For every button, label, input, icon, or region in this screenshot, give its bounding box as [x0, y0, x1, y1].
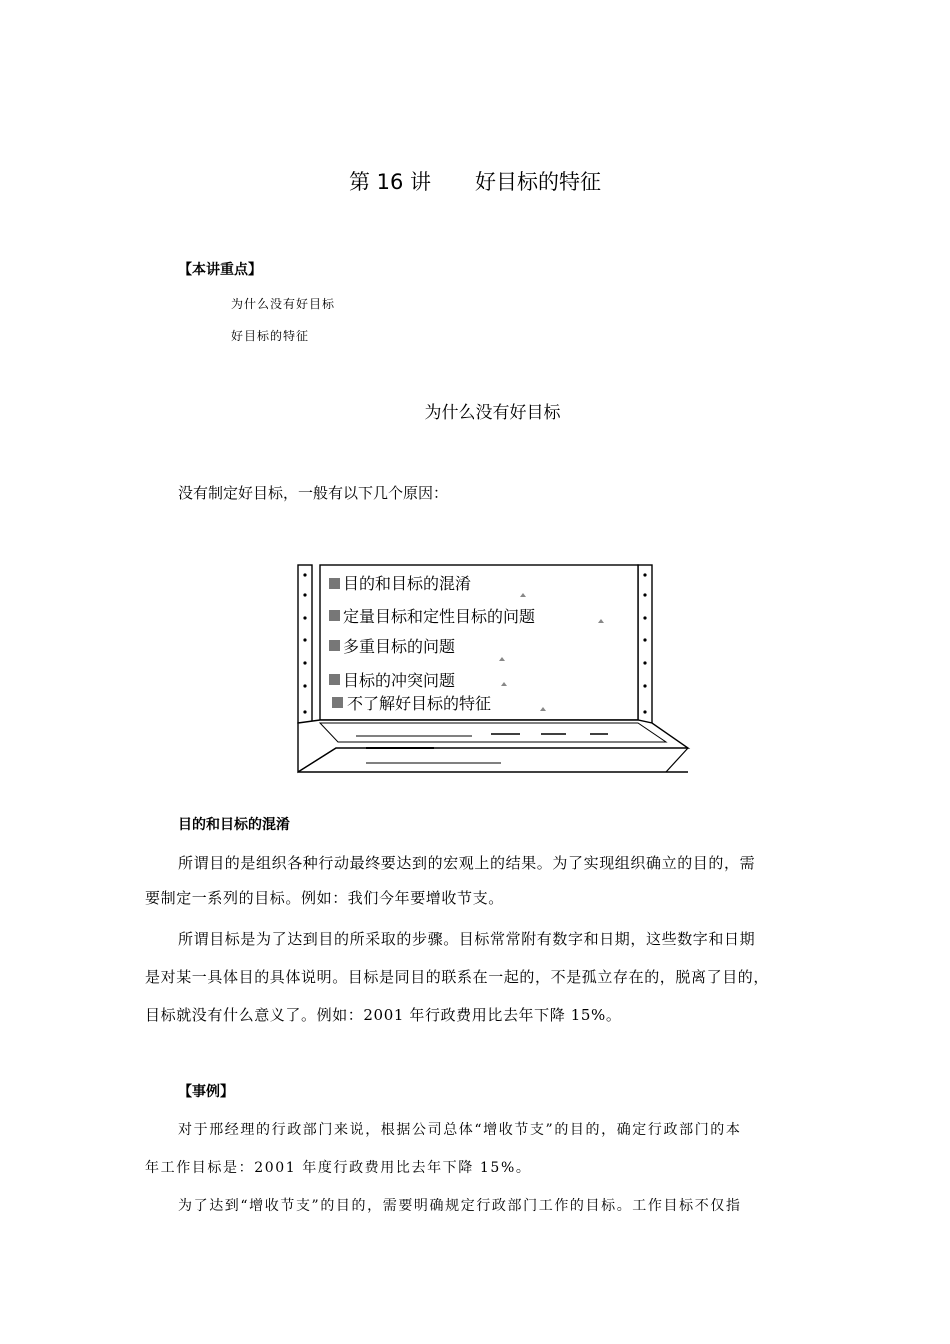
paragraph-line: 要制定一系列的目标。例如：我们今年要增收节支。	[145, 889, 504, 907]
reasons-figure	[296, 560, 696, 780]
bullet-square-icon	[329, 674, 340, 685]
lecture-number: 第 16 讲	[348, 170, 432, 194]
key-point-item: 好目标的特征	[231, 329, 310, 343]
key-points-heading: 【本讲重点】	[178, 262, 262, 278]
figure-item: 不了解好目标的特征	[347, 694, 492, 713]
lecture-title	[0, 166, 950, 196]
case-paragraph-line: 对于邢经理的行政部门来说，根据公司总体“增收节支”的目的，确定行政部门的本	[178, 1122, 742, 1138]
figure-item: 目的和目标的混淆	[343, 574, 472, 593]
key-point-item: 为什么没有好目标	[231, 297, 336, 311]
paragraph-line: 是对某一具体目的具体说明。目标是同目的联系在一起的，不是孤立存在的，脱离了目的，	[145, 968, 770, 986]
paragraph-line: 目标就没有什么意义了。例如：2001 年行政费用比去年下降 15%。	[145, 1006, 622, 1024]
bullet-square-icon	[329, 640, 340, 651]
figure-item: 目标的冲突问题	[343, 671, 456, 690]
paragraph-line: 所谓目标是为了达到目的所采取的步骤。目标常常附有数字和日期，这些数字和日期	[178, 930, 756, 948]
bullet-square-icon	[332, 697, 343, 708]
subsection-heading: 目的和目标的混淆	[178, 817, 290, 833]
paragraph-line: 所谓目的是组织各种行动最终要达到的宏观上的结果。为了实现组织确立的目的，需	[178, 854, 756, 872]
bullet-square-icon	[329, 610, 340, 621]
section-intro: 没有制定好目标，一般有以下几个原因：	[178, 484, 449, 502]
bullet-square-icon	[329, 578, 340, 589]
case-paragraph-line: 年工作目标是：2001 年度行政费用比去年下降 15%。	[145, 1160, 532, 1176]
case-heading: 【事例】	[178, 1084, 234, 1100]
figure-item: 定量目标和定性目标的问题	[343, 607, 536, 626]
section-heading: 为什么没有好目标	[424, 403, 561, 423]
case-paragraph-line: 为了达到“增收节支”的目的，需要明确规定行政部门工作的目标。工作目标不仅指	[178, 1198, 742, 1214]
lecture-topic: 好目标的特征	[475, 170, 602, 194]
figure-item: 多重目标的问题	[343, 637, 456, 656]
